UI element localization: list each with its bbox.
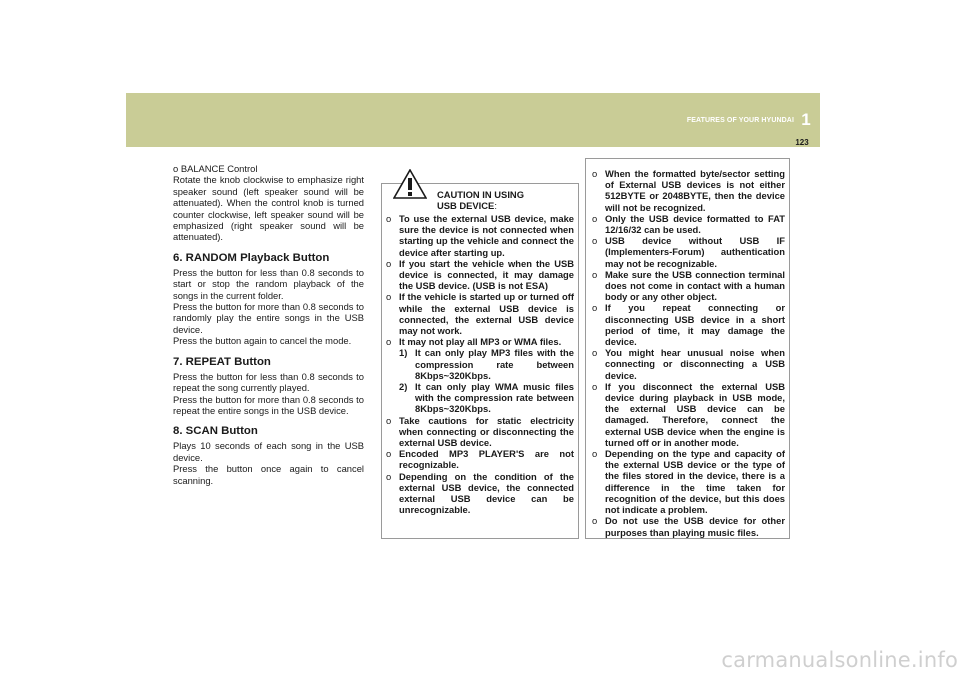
sub-item-text: It can only play WMA music files with the compression rate between 8Kbps~320Kbps. — [415, 381, 574, 415]
list-item — [386, 415, 574, 449]
bullet-marker: o — [386, 257, 392, 269]
chapter-number: 1 — [801, 110, 811, 129]
list-item — [592, 213, 785, 235]
list-item — [592, 168, 785, 213]
caution-title-colon: : — [494, 200, 497, 212]
list-item — [386, 258, 574, 292]
list-item — [386, 336, 574, 414]
caution-title — [437, 189, 577, 212]
list-item — [592, 269, 785, 303]
random-paragraph-3: Press the button again to cancel the mode. — [173, 335, 352, 347]
sub-list-item — [399, 347, 574, 381]
chapter-label: FEATURES OF YOUR HYUNDAI — [686, 117, 794, 124]
list-item — [386, 213, 574, 258]
list-item-text: You might hear unusual noise when connecting or disconnecting a USB device. — [605, 347, 785, 381]
scan-paragraph-1: Plays 10 seconds of each song in the USB device. — [173, 440, 364, 463]
list-item-text: Do not use the USB device for other purposes than playing music files. — [605, 515, 785, 538]
list-item-text: When the formatted byte/sector setting of External USB devices is not either 512BYTE or 2048BYTE, then the device will not be recognized. — [605, 168, 785, 213]
list-item-text: Depending on the type and capacity of the external USB device or the type of the files stored in the device, there is a difference in the time taken for recognition of the device, but this does not indicate a problem. — [605, 448, 785, 516]
list-item-text: Depending on the condition of the external USB device, the connected external USB device can be unrecognizable. — [399, 470, 574, 516]
list-item — [592, 302, 785, 347]
bullet-marker: o — [592, 347, 598, 359]
bullet-marker: o — [386, 470, 392, 482]
bullet-marker: o — [386, 448, 392, 460]
list-item — [592, 448, 785, 515]
list-item — [386, 291, 574, 336]
repeat-paragraph-1: Press the button for less than 0.8 seconds to repeat the song currently played. — [173, 370, 364, 394]
bullet-marker: o — [386, 336, 392, 348]
list-item-text: If you repeat connecting or disconnecting USB device in a short period of time, it may damage the device. — [605, 302, 785, 348]
bullet-marker: o — [386, 213, 392, 224]
watermark: carmanualsonline.info — [721, 648, 958, 672]
list-item — [592, 347, 785, 381]
list-item-text: Take cautions for static electricity when connecting or disconnecting the external USB device. — [399, 414, 574, 449]
bullet-marker: o — [386, 291, 392, 303]
repeat-paragraph-2: Press the button for more than 0.8 seconds to repeat the entire songs in the USB device. — [173, 393, 364, 416]
warning-triangle-icon — [393, 169, 427, 199]
right-notes-list — [592, 168, 785, 538]
bullet-marker: o — [592, 515, 598, 527]
scan-heading: 8. SCAN Button — [173, 425, 258, 438]
list-item-text: It may not play all MP3 or WMA files. — [399, 336, 562, 348]
list-item — [592, 515, 785, 537]
caution-title-line-1: CAUTION IN USING — [437, 189, 524, 200]
caution-title-line-2-text: USB DEVICE — [437, 200, 495, 212]
random-paragraph-2: Press the button for more than 0.8 seconds to randomly play the entire songs in the USB device. — [173, 301, 364, 335]
list-item-text: If you disconnect the external USB device during playback in USB mode, the external USB device can be damaged. Therefore, connect the external USB device when the engine is turned off or in another mode. — [605, 380, 785, 448]
random-paragraph-1: Press the button for less than 0.8 seconds to start or stop the random playback of the songs in the current folder. — [173, 266, 364, 301]
bullet-marker: o — [592, 235, 598, 247]
list-item-text: USB device without USB IF (Implementers-Forum) authentication may not be recognizable. — [605, 235, 785, 269]
repeat-heading: 7. REPEAT Button — [173, 355, 271, 368]
bullet-marker: o — [592, 448, 598, 460]
list-item-text: Encoded MP3 PLAYER'S are not recognizable. — [399, 448, 574, 471]
page-number: 123 — [795, 138, 809, 147]
sub-list-item — [399, 381, 574, 415]
bullet-marker: o — [592, 168, 598, 179]
bullet-marker: o — [592, 268, 598, 280]
balance-title: o BALANCE Control — [173, 163, 258, 174]
list-item-text: Only the USB device formatted to FAT 12/16/32 can be used. — [605, 212, 785, 236]
list-item — [592, 235, 785, 269]
sub-item-number: 2) — [399, 381, 408, 393]
bullet-marker: o — [592, 380, 598, 392]
list-item-text: If the vehicle is started up or turned off while the external USB device is connected, the external USB device may not work. — [399, 291, 574, 337]
list-item — [386, 448, 574, 470]
list-item — [592, 381, 785, 448]
left-column — [173, 163, 364, 486]
bullet-marker: o — [592, 212, 598, 224]
list-item-text: If you start the vehicle when the USB device is connected, it may damage the USB device. (USB is not ESA) — [399, 257, 574, 292]
bullet-marker: o — [592, 302, 598, 314]
sub-list — [399, 347, 574, 414]
list-item — [386, 471, 574, 516]
balance-body: Rotate the knob clockwise to emphasize right speaker sound (left speaker sound will be attenuated). When the control knob is turned counter clockwise, left speaker sound will be emphasized (right speaker sound will be attenuated). — [173, 174, 364, 243]
bullet-marker: o — [386, 414, 392, 426]
scan-paragraph-2: Press the button once again to cancel scanning. — [173, 463, 364, 486]
list-item-text: Make sure the USB connection terminal does not come in contact with a human body or any other object. — [605, 268, 785, 303]
caution-title-line-2 — [437, 200, 577, 211]
sub-item-number: 1) — [399, 347, 408, 359]
random-heading: 6. RANDOM Playback Button — [173, 251, 330, 264]
sub-item-text: It can only play MP3 files with the compression rate between 8Kbps~320Kbps. — [415, 347, 574, 381]
list-item-text: To use the external USB device, make sure the device is not connected when starting up the vehicle and connect the device after starting up. — [399, 213, 574, 258]
caution-list — [386, 213, 574, 515]
